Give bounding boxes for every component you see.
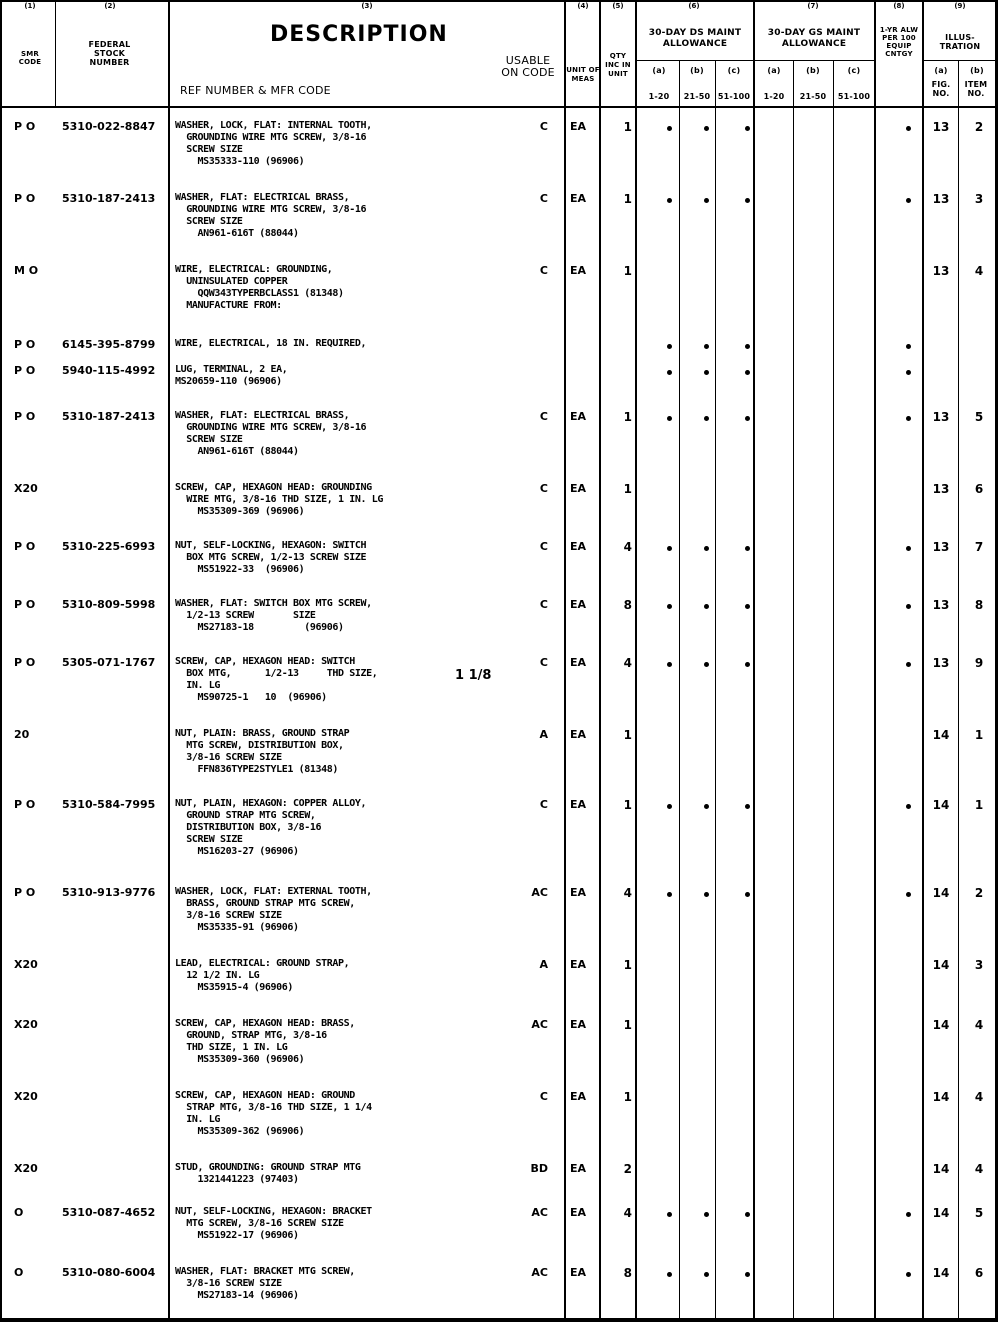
smr-code: P O [14, 338, 36, 351]
allowance-mark [745, 1212, 750, 1217]
item-number: 5 [974, 410, 984, 424]
item-number: 2 [974, 886, 984, 900]
range-b-label: 21-50 [799, 92, 827, 101]
item-number: 3 [974, 958, 984, 972]
header-bottom-line [0, 106, 998, 108]
unit-of-meas: EA [570, 728, 587, 741]
unit-of-meas: EA [570, 798, 587, 811]
col-sep [564, 0, 566, 1318]
item-number: 6 [974, 482, 984, 496]
stock-number: 5310-809-5998 [62, 598, 156, 611]
smr-code: 20 [14, 728, 30, 741]
fig-number: 14 [932, 798, 950, 812]
allowance-mark [667, 126, 672, 131]
allowance-mark [667, 344, 672, 349]
qty-inc: 8 [623, 1266, 632, 1280]
range-a-label: 1-20 [763, 92, 785, 101]
usable-on-code: C [539, 656, 548, 669]
col-sep [874, 0, 876, 1318]
allowance-mark [704, 416, 709, 421]
item-number: 4 [974, 264, 984, 278]
smr-code: P O [14, 192, 36, 205]
item-number: 9 [974, 656, 984, 670]
stock-number: 5310-087-4652 [62, 1206, 156, 1219]
sub-a-label: (a) [652, 66, 666, 75]
smr-code: O [14, 1206, 24, 1219]
allowance-mark [704, 662, 709, 667]
qty-inc: 4 [623, 1206, 632, 1220]
allowance-mark [667, 416, 672, 421]
range-c-label: 51-100 [837, 92, 871, 101]
item-number: 2 [974, 120, 984, 134]
qty-inc: 1 [623, 728, 632, 742]
smr-code: P O [14, 598, 36, 611]
col-sep [599, 0, 601, 1318]
alw-mark [906, 892, 911, 897]
smr-code: O [14, 1266, 24, 1279]
item-number: 7 [974, 540, 984, 554]
col-sep [679, 60, 680, 1318]
col-sep [958, 60, 959, 1318]
unit-of-meas: EA [570, 886, 587, 899]
fig-number: 14 [932, 1266, 950, 1280]
description: STUD, GROUNDING: GROUND STRAP MTG 1321441223 (97403) [175, 1162, 361, 1185]
allowance-mark [745, 892, 750, 897]
allowance-mark [704, 198, 709, 203]
item-no-label: ITEM NO. [964, 80, 988, 98]
item-number: 8 [974, 598, 984, 612]
stock-number: 5310-187-2413 [62, 410, 156, 423]
item-number: 5 [974, 1206, 984, 1220]
item-number: 1 [974, 798, 984, 812]
alw-mark [906, 546, 911, 551]
alw-mark [906, 126, 911, 131]
allowance-mark [704, 804, 709, 809]
description: WASHER, LOCK, FLAT: EXTERNAL TOOTH, BRASS, GROUND STRAP MTG SCREW, 3/8-16 SCREW SIZE MS35335-91 (96906) [175, 886, 372, 933]
qty-inc: 8 [623, 598, 632, 612]
usable-on-code: C [539, 410, 548, 423]
qty-inc: 4 [623, 656, 632, 670]
col-number: (8) [893, 2, 905, 10]
stock-number: 5305-071-1767 [62, 656, 156, 669]
stock-number: 5310-584-7995 [62, 798, 156, 811]
sub-header-line [635, 60, 874, 61]
smr-code: M O [14, 264, 39, 277]
alw-header: 1-YR ALW PER 100 EQUIP CNTGY [879, 26, 919, 58]
col-sep [793, 60, 794, 1318]
sub-b-label: (b) [690, 66, 704, 75]
allowance-mark [667, 198, 672, 203]
fig-number: 14 [932, 1018, 950, 1032]
allowance-mark [704, 126, 709, 131]
allowance-mark [745, 126, 750, 131]
stray-fraction: 1 1/8 [455, 668, 492, 683]
qty-inc: 1 [623, 410, 632, 424]
range-a-label: 1-20 [648, 92, 670, 101]
stock-number: 5310-225-6993 [62, 540, 156, 553]
unit-of-meas: EA [570, 598, 587, 611]
item-sub-label: (b) [970, 66, 984, 75]
qty-inc: 1 [623, 798, 632, 812]
description: WASHER, FLAT: ELECTRICAL BRASS, GROUNDING WIRE MTG SCREW, 3/8-16 SCREW SIZE AN961-616T (88044) [175, 192, 367, 239]
allowance-mark [667, 546, 672, 551]
description: WASHER, FLAT: SWITCH BOX MTG SCREW, 1/2-13 SCREW SIZE MS27183-18 (96906) [175, 598, 372, 633]
range-b-label: 21-50 [683, 92, 711, 101]
usable-on-code: A [539, 728, 548, 741]
qty-inc: 4 [623, 886, 632, 900]
description-header: DESCRIPTION [270, 22, 448, 47]
col-sep [55, 0, 56, 108]
unit-of-meas: EA [570, 1162, 587, 1175]
description: WIRE, ELECTRICAL: GROUNDING, UNINSULATED COPPER QQW343TYPERBCLASS1 (81348) MANUFACTURE FROM: [175, 264, 344, 311]
unit-of-meas: EA [570, 1206, 587, 1219]
description: SCREW, CAP, HEXAGON HEAD: GROUND STRAP MTG, 3/8-16 THD SIZE, 1 1/4 IN. LG MS35309-362 (96906) [175, 1090, 372, 1137]
smr-code: P O [14, 410, 36, 423]
fig-number: 14 [932, 958, 950, 972]
fig-number: 13 [932, 482, 950, 496]
qty-inc: 1 [623, 264, 632, 278]
smr-code: X20 [14, 1090, 38, 1103]
qty-inc: 1 [623, 958, 632, 972]
description: LEAD, ELECTRICAL: GROUND STRAP, 12 1/2 IN. LG MS35915-4 (96906) [175, 958, 350, 993]
top-border [0, 0, 998, 2]
unit-of-meas: EA [570, 1090, 587, 1103]
unit-of-meas: EA [570, 540, 587, 553]
unit-of-meas: EA [570, 482, 587, 495]
smr-code: X20 [14, 482, 38, 495]
usable-on-code-header: USABLE ON CODE [501, 54, 555, 79]
qty-inc: 2 [623, 1162, 632, 1176]
sub-header-line [922, 60, 996, 61]
alw-mark [906, 1272, 911, 1277]
allowance-mark [704, 1212, 709, 1217]
unit-of-meas: EA [570, 958, 587, 971]
unit-of-meas-header: UNIT OF MEAS [566, 66, 600, 83]
usable-on-code: A [539, 958, 548, 971]
col-number: (4) [577, 2, 589, 10]
item-number: 4 [974, 1090, 984, 1104]
usable-on-code: C [539, 540, 548, 553]
col-number: (9) [954, 2, 966, 10]
allowance-mark [745, 1272, 750, 1277]
usable-on-code: C [539, 1090, 548, 1103]
usable-on-code: C [539, 598, 548, 611]
allowance-mark [745, 662, 750, 667]
description: WIRE, ELECTRICAL, 18 IN. REQUIRED, [175, 338, 367, 349]
sub-a-label: (a) [767, 66, 781, 75]
fig-no-label: FIG. NO. [931, 80, 951, 98]
bottom-border [0, 1318, 998, 1322]
col-number: (2) [104, 2, 116, 10]
alw-mark [906, 370, 911, 375]
unit-of-meas: EA [570, 1266, 587, 1279]
col-sep [753, 0, 755, 1318]
allowance-mark [745, 546, 750, 551]
col-sep [168, 0, 170, 1318]
stock-number: 5940-115-4992 [62, 364, 156, 377]
description: WASHER, FLAT: ELECTRICAL BRASS, GROUNDING WIRE MTG SCREW, 3/8-16 SCREW SIZE AN961-616T (88044) [175, 410, 367, 457]
smr-code: P O [14, 886, 36, 899]
allowance-mark [667, 1272, 672, 1277]
usable-on-code: AC [531, 1018, 548, 1031]
fig-sub-label: (a) [934, 66, 948, 75]
usable-on-code: BD [530, 1162, 548, 1175]
allowance-mark [745, 344, 750, 349]
allowance-mark [745, 416, 750, 421]
fig-number: 14 [932, 1206, 950, 1220]
qty-inc: 1 [623, 482, 632, 496]
description: SCREW, CAP, HEXAGON HEAD: BRASS, GROUND, STRAP MTG, 3/8-16 THD SIZE, 1 IN. LG MS35309-360 (96906) [175, 1018, 355, 1065]
col-sep [635, 0, 637, 1318]
sub-c-label: (c) [727, 66, 741, 75]
range-c-label: 51-100 [717, 92, 751, 101]
col-number: (3) [361, 2, 373, 10]
description: NUT, PLAIN, HEXAGON: COPPER ALLOY, GROUND STRAP MTG SCREW, DISTRIBUTION BOX, 3/8-16 SCREW SIZE MS16203-27 (96906) [175, 798, 367, 857]
smr-code: X20 [14, 1162, 38, 1175]
smr-code: P O [14, 798, 36, 811]
col-sep [715, 60, 716, 1318]
fig-number: 14 [932, 1090, 950, 1104]
allowance-mark [704, 892, 709, 897]
item-number: 4 [974, 1162, 984, 1176]
alw-mark [906, 416, 911, 421]
col-number: (6) [688, 2, 700, 10]
qty-inc: 1 [623, 120, 632, 134]
stock-number: 5310-913-9776 [62, 886, 156, 899]
allowance-mark [745, 370, 750, 375]
fig-number: 13 [932, 410, 950, 424]
usable-on-code: AC [531, 1206, 548, 1219]
smr-code: X20 [14, 1018, 38, 1031]
ref-number-header: REF NUMBER & MFR CODE [180, 84, 331, 97]
item-number: 3 [974, 192, 984, 206]
description: NUT, PLAIN: BRASS, GROUND STRAP MTG SCREW, DISTRIBUTION BOX, 3/8-16 SCREW SIZE FFN836TYPE2STYLE1 (81348) [175, 728, 350, 775]
unit-of-meas: EA [570, 410, 587, 423]
fig-number: 13 [932, 264, 950, 278]
fig-number: 14 [932, 1162, 950, 1176]
unit-of-meas: EA [570, 656, 587, 669]
usable-on-code: C [539, 482, 548, 495]
federal-stock-number-header: FEDERAL STOCK NUMBER [88, 40, 131, 67]
usable-on-code: C [539, 798, 548, 811]
gs-maint-header: 30-DAY GS MAINT ALLOWANCE [767, 28, 861, 49]
col-number: (7) [807, 2, 819, 10]
stock-number: 6145-395-8799 [62, 338, 156, 351]
usable-on-code: C [539, 120, 548, 133]
alw-mark [906, 804, 911, 809]
smr-code: P O [14, 120, 36, 133]
allowance-mark [704, 1272, 709, 1277]
description: SCREW, CAP, HEXAGON HEAD: GROUNDING WIRE MTG, 3/8-16 THD SIZE, 1 IN. LG MS35309-369 (96906) [175, 482, 383, 517]
unit-of-meas: EA [570, 1018, 587, 1031]
description: LUG, TERMINAL, 2 EA, MS20659-110 (96906) [175, 364, 288, 387]
description: NUT, SELF-LOCKING, HEXAGON: SWITCH BOX MTG SCREW, 1/2-13 SCREW SIZE MS51922-33 (96906) [175, 540, 367, 575]
allowance-mark [667, 604, 672, 609]
stock-number: 5310-022-8847 [62, 120, 156, 133]
smr-code: X20 [14, 958, 38, 971]
unit-of-meas: EA [570, 192, 587, 205]
fig-number: 13 [932, 656, 950, 670]
allowance-mark [745, 198, 750, 203]
qty-inc: 1 [623, 1090, 632, 1104]
fig-number: 13 [932, 192, 950, 206]
fig-number: 13 [932, 120, 950, 134]
qty-inc: 4 [623, 540, 632, 554]
col-number: (5) [612, 2, 624, 10]
usable-on-code: AC [531, 886, 548, 899]
allowance-mark [667, 370, 672, 375]
sub-b-label: (b) [806, 66, 820, 75]
description: NUT, SELF-LOCKING, HEXAGON: BRACKET MTG SCREW, 3/8-16 SCREW SIZE MS51922-17 (96906) [175, 1206, 372, 1241]
alw-mark [906, 1212, 911, 1217]
stock-number: 5310-187-2413 [62, 192, 156, 205]
fig-number: 14 [932, 886, 950, 900]
allowance-mark [704, 604, 709, 609]
fig-number: 13 [932, 598, 950, 612]
ds-maint-header: 30-DAY DS MAINT ALLOWANCE [648, 28, 742, 49]
unit-of-meas: EA [570, 264, 587, 277]
stock-number: 5310-080-6004 [62, 1266, 156, 1279]
description: WASHER, FLAT: BRACKET MTG SCREW, 3/8-16 SCREW SIZE MS27183-14 (96906) [175, 1266, 355, 1301]
item-number: 4 [974, 1018, 984, 1032]
col-number: (1) [24, 2, 36, 10]
fig-number: 14 [932, 728, 950, 742]
allowance-mark [745, 804, 750, 809]
alw-mark [906, 604, 911, 609]
smr-code: P O [14, 656, 36, 669]
description: SCREW, CAP, HEXAGON HEAD: SWITCH BOX MTG, 1/2-13 THD SIZE, IN. LG MS90725-1 10 (96906) [175, 656, 378, 703]
item-number: 6 [974, 1266, 984, 1280]
qty-inc: 1 [623, 192, 632, 206]
usable-on-code: C [539, 192, 548, 205]
allowance-mark [745, 604, 750, 609]
usable-on-code: C [539, 264, 548, 277]
allowance-mark [667, 804, 672, 809]
fig-number: 13 [932, 540, 950, 554]
allowance-mark [667, 892, 672, 897]
qty-inc: 1 [623, 1018, 632, 1032]
item-number: 1 [974, 728, 984, 742]
allowance-mark [704, 344, 709, 349]
smr-code: P O [14, 540, 36, 553]
col-sep [922, 0, 924, 1318]
usable-on-code: AC [531, 1266, 548, 1279]
allowance-mark [667, 662, 672, 667]
alw-mark [906, 662, 911, 667]
left-border [0, 0, 2, 1322]
allowance-mark [704, 546, 709, 551]
sub-c-label: (c) [847, 66, 861, 75]
col-sep [833, 60, 834, 1318]
alw-mark [906, 198, 911, 203]
illustration-header: ILLUS-TRATION [939, 33, 981, 51]
smr-code-header: SMR CODE [18, 50, 42, 66]
alw-mark [906, 344, 911, 349]
allowance-mark [704, 370, 709, 375]
qty-inc-header: QTY INC IN UNIT [605, 52, 631, 78]
description: WASHER, LOCK, FLAT: INTERNAL TOOTH, GROUNDING WIRE MTG SCREW, 3/8-16 SCREW SIZE MS35333-110 (96906) [175, 120, 372, 167]
allowance-mark [667, 1212, 672, 1217]
smr-code: P O [14, 364, 36, 377]
unit-of-meas: EA [570, 120, 587, 133]
